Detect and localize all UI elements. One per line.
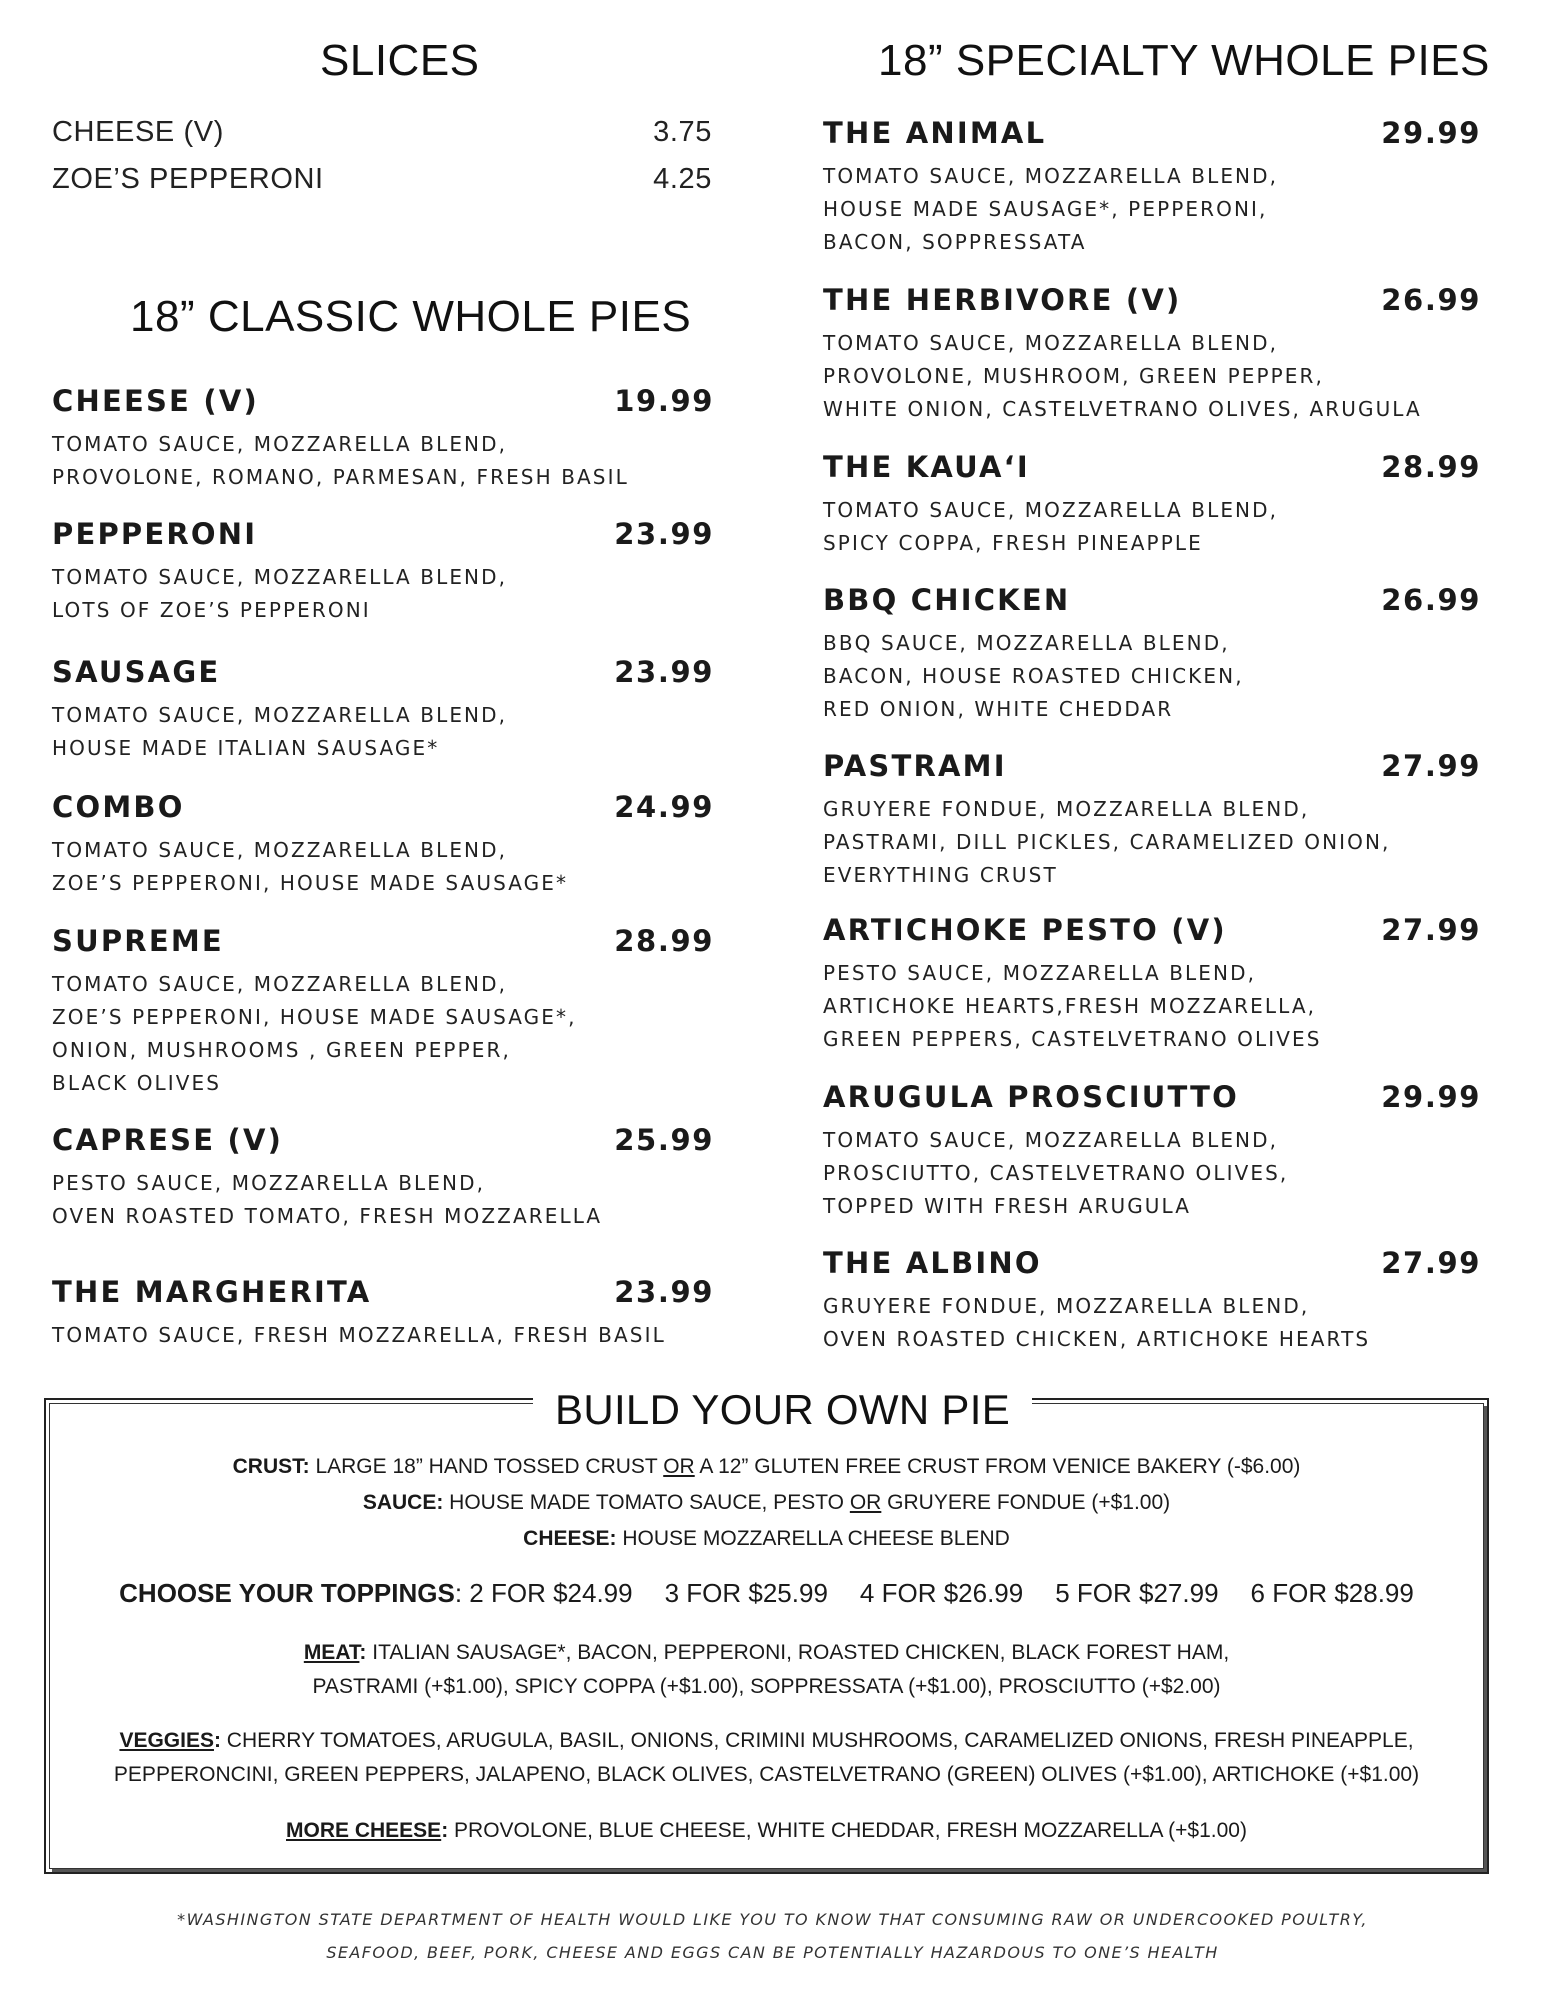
crust-text-pre: LARGE 18” HAND TOSSED CRUST [309, 1455, 664, 1478]
menu-item-price: 28.99 [1381, 450, 1481, 484]
menu-item-description-line: BLACK OLIVES [52, 1071, 222, 1095]
menu-item-header [52, 790, 714, 830]
crust-or: OR [663, 1455, 695, 1478]
menu-item-description-line: GRUYERE FONDUE, MOZZARELLA BLEND, [823, 1294, 1310, 1318]
veggies-text-1: CHERRY TOMATOES, ARUGULA, BASIL, ONIONS, CRIMINI MUSHROOMS, CARAMELIZED ONIONS, FRESH PINEAPPLE, [220, 1729, 1414, 1752]
menu-item [823, 116, 1481, 259]
menu-item [823, 283, 1481, 426]
menu-item-name: CAPRESE (V) [52, 1123, 284, 1157]
menu-item [823, 450, 1481, 560]
menu-item-header [823, 1246, 1481, 1286]
topping-price-option: 2 FOR $24.99 [469, 1578, 633, 1608]
menu-item-price: 19.99 [614, 384, 714, 418]
menu-item-name: THE ANIMAL [823, 116, 1047, 150]
menu-item-description-line: RED ONION, WHITE CHEDDAR [823, 697, 1174, 721]
menu-item-price: 27.99 [1381, 749, 1481, 783]
menu-item-description-line: OVEN ROASTED TOMATO, FRESH MOZZARELLA [52, 1204, 603, 1228]
menu-item-description-line: TOMATO SAUCE, MOZZARELLA BLEND, [52, 432, 508, 456]
menu-item-description-line: SPICY COPPA, FRESH PINEAPPLE [823, 531, 1203, 555]
menu-item-description-line: GRUYERE FONDUE, MOZZARELLA BLEND, [823, 797, 1310, 821]
menu-item-description-line: HOUSE MADE ITALIAN SAUSAGE* [52, 736, 440, 760]
menu-item-header [823, 913, 1481, 953]
menu-item-description [52, 968, 714, 1100]
menu-item [823, 913, 1481, 1056]
menu-item-description [52, 699, 714, 765]
menu-item-header [52, 1275, 714, 1315]
menu-item-description [52, 834, 714, 900]
sauce-text-pre: HOUSE MADE TOMATO SAUCE, PESTO [443, 1491, 850, 1514]
menu-item-description-line: PESTO SAUCE, MOZZARELLA BLEND, [823, 961, 1257, 985]
topping-price-option: 6 FOR $28.99 [1250, 1578, 1414, 1608]
menu-item-name: PASTRAMI [823, 749, 1007, 783]
menu-item-description-line: HOUSE MADE SAUSAGE*, PEPPERONI, [823, 197, 1268, 221]
topping-price-option: 5 FOR $27.99 [1055, 1578, 1219, 1608]
menu-item-price: 26.99 [1381, 283, 1481, 317]
menu-item-name: PEPPERONI [52, 517, 258, 551]
menu-item-description-line: TOMATO SAUCE, MOZZARELLA BLEND, [52, 838, 508, 862]
menu-item [823, 1080, 1481, 1223]
toppings-colon: : [454, 1578, 470, 1608]
menu-item-description-line: PESTO SAUCE, MOZZARELLA BLEND, [52, 1171, 486, 1195]
specialty-pies-title: 18” SPECIALTY WHOLE PIES [878, 36, 1490, 85]
more-cheese-text: PROVOLONE, BLUE CHEESE, WHITE CHEDDAR, FRESH MOZZARELLA (+$1.00) [448, 1819, 1247, 1842]
sauce-label: SAUCE: [362, 1491, 444, 1514]
slice-price: 4.25 [653, 163, 712, 195]
menu-item-header [52, 384, 714, 424]
more-cheese-label: MORE CHEESE [286, 1819, 442, 1842]
menu-item-price: 28.99 [614, 924, 714, 958]
menu-item-description [823, 1290, 1481, 1356]
menu-item-header [823, 749, 1481, 789]
health-footnote-line-2: SEAFOOD, BEEF, PORK, CHEESE AND EGGS CAN BE POTENTIALLY HAZARDOUS TO ONE’S HEALTH [326, 1943, 1219, 1962]
menu-item-description-line: BACON, HOUSE ROASTED CHICKEN, [823, 664, 1244, 688]
menu-item [52, 517, 714, 627]
menu-item-description-line: PROSCIUTTO, CASTELVETRANO OLIVES, [823, 1161, 1289, 1185]
menu-item-name: THE HERBIVORE (V) [823, 283, 1182, 317]
byo-crust-line [49, 1455, 1484, 1479]
menu-item [52, 655, 714, 765]
menu-item-header [52, 1123, 714, 1163]
menu-item-name: ARUGULA PROSCIUTTO [823, 1080, 1239, 1114]
menu-item-header [823, 583, 1481, 623]
slice-name: CHEESE (V) [52, 116, 224, 148]
menu-item-name: SAUSAGE [52, 655, 221, 689]
meat-text-1: ITALIAN SAUSAGE*, BACON, PEPPERONI, ROASTED CHICKEN, BLACK FOREST HAM, [366, 1641, 1230, 1664]
menu-item-description [823, 327, 1481, 426]
menu-item-description-line: OVEN ROASTED CHICKEN, ARTICHOKE HEARTS [823, 1327, 1371, 1351]
menu-item-description-line: LOTS OF ZOE’S PEPPERONI [52, 598, 371, 622]
menu-item-description [52, 561, 714, 627]
menu-item [52, 1275, 714, 1352]
health-footnote-line-1: *WASHINGTON STATE DEPARTMENT OF HEALTH WOULD LIKE YOU TO KNOW THAT CONSUMING RAW OR UNDERCOOKED POULTRY, [177, 1910, 1368, 1929]
byo-toppings-line [49, 1578, 1484, 1609]
menu-item-price: 24.99 [614, 790, 714, 824]
veggies-colon: : [213, 1729, 221, 1752]
menu-item-price: 27.99 [1381, 1246, 1481, 1280]
menu-item [52, 924, 714, 1100]
menu-item-name: SUPREME [52, 924, 224, 958]
menu-item-price: 29.99 [1381, 116, 1481, 150]
sauce-or: OR [849, 1491, 882, 1514]
menu-item-name: ARTICHOKE PESTO (V) [823, 913, 1227, 947]
byo-more-cheese-line [49, 1819, 1484, 1843]
toppings-label: CHOOSE YOUR TOPPINGS [119, 1578, 455, 1608]
menu-item-description-line: TOMATO SAUCE, MOZZARELLA BLEND, [52, 972, 508, 996]
menu-item [823, 1246, 1481, 1356]
menu-item-description-line: BACON, SOPPRESSATA [823, 230, 1087, 254]
menu-item [52, 1123, 714, 1233]
menu-item-description-line: TOMATO SAUCE, FRESH MOZZARELLA, FRESH BASIL [52, 1323, 666, 1347]
menu-item-header [52, 517, 714, 557]
menu-item-description-line: TOPPED WITH FRESH ARUGULA [823, 1194, 1192, 1218]
menu-item-description [823, 494, 1481, 560]
byo-meat-line [49, 1641, 1484, 1665]
menu-item-description-line: GREEN PEPPERS, CASTELVETRANO OLIVES [823, 1027, 1322, 1051]
menu-item-description [823, 627, 1481, 726]
menu-item-description-line: TOMATO SAUCE, MOZZARELLA BLEND, [52, 565, 508, 589]
menu-item-name: CHEESE (V) [52, 384, 259, 418]
menu-item-price: 26.99 [1381, 583, 1481, 617]
cheese-label: CHEESE: [523, 1527, 617, 1550]
meat-label: MEAT [303, 1641, 360, 1664]
menu-item-header [823, 116, 1481, 156]
cheese-text: HOUSE MOZZARELLA CHEESE BLEND [616, 1527, 1010, 1550]
menu-item-header [823, 1080, 1481, 1120]
menu-item-description-line: PASTRAMI, DILL PICKLES, CARAMELIZED ONION, [823, 830, 1391, 854]
menu-item-description-line: PROVOLONE, MUSHROOM, GREEN PEPPER, [823, 364, 1324, 388]
menu-item-price: 23.99 [614, 1275, 714, 1309]
menu-item-price: 27.99 [1381, 913, 1481, 947]
menu-item-description-line: ZOE’S PEPPERONI, HOUSE MADE SAUSAGE* [52, 871, 569, 895]
menu-item [823, 583, 1481, 726]
menu-item-header [823, 283, 1481, 323]
menu-item-description-line: TOMATO SAUCE, MOZZARELLA BLEND, [823, 1128, 1279, 1152]
crust-label: CRUST: [232, 1455, 310, 1478]
menu-item-name: COMBO [52, 790, 185, 824]
menu-item-name: THE MARGHERITA [52, 1275, 372, 1309]
menu-item-header [823, 450, 1481, 490]
menu-item [52, 384, 714, 494]
byo-sauce-line [49, 1491, 1484, 1515]
menu-item-description [52, 428, 714, 494]
menu-item-name: THE KAUA‘I [823, 450, 1030, 484]
byo-veggies-line [49, 1729, 1484, 1753]
classic-pies-title: 18” CLASSIC WHOLE PIES [130, 292, 692, 341]
menu-item-description-line: TOMATO SAUCE, MOZZARELLA BLEND, [823, 498, 1279, 522]
menu-item-description-line: TOMATO SAUCE, MOZZARELLA BLEND, [823, 164, 1279, 188]
menu-item-price: 29.99 [1381, 1080, 1481, 1114]
menu-item-header [52, 924, 714, 964]
menu-item-description-line: ARTICHOKE HEARTS,FRESH MOZZARELLA, [823, 994, 1317, 1018]
menu-item-description [823, 160, 1481, 259]
menu-item-description [52, 1319, 714, 1352]
byo-meat-line-2: PASTRAMI (+$1.00), SPICY COPPA (+$1.00), SOPPRESSATA (+$1.00), PROSCIUTTO (+$2.00) [312, 1675, 1221, 1698]
slice-price: 3.75 [653, 116, 712, 148]
byo-cheese-line [49, 1527, 1484, 1551]
menu-item-price: 25.99 [614, 1123, 714, 1157]
menu-item-description [52, 1167, 714, 1233]
menu-item [52, 790, 714, 900]
menu-item-description-line: TOMATO SAUCE, MOZZARELLA BLEND, [823, 331, 1279, 355]
menu-item-description-line: WHITE ONION, CASTELVETRANO OLIVES, ARUGULA [823, 397, 1422, 421]
crust-text-post: A 12” GLUTEN FREE CRUST FROM VENICE BAKERY (-$6.00) [694, 1455, 1301, 1478]
menu-item-description-line: TOMATO SAUCE, MOZZARELLA BLEND, [52, 703, 508, 727]
menu-item-price: 23.99 [614, 517, 714, 551]
topping-price-option: 4 FOR $26.99 [859, 1578, 1024, 1608]
menu-item-description-line: EVERYTHING CRUST [823, 863, 1058, 887]
menu-item-description [823, 1124, 1481, 1223]
byo-veggies-line-2: PEPPERONCINI, GREEN PEPPERS, JALAPENO, BLACK OLIVES, CASTELVETRANO (GREEN) OLIVES (+$1.00), ARTICHOKE (+$1.00) [113, 1763, 1420, 1786]
menu-item [823, 749, 1481, 892]
menu-item-name: BBQ CHICKEN [823, 583, 1071, 617]
menu-item-description [823, 957, 1481, 1056]
menu-item-description-line: PROVOLONE, ROMANO, PARMESAN, FRESH BASIL [52, 465, 629, 489]
more-cheese-colon: : [441, 1819, 449, 1842]
veggies-label: VEGGIES [119, 1729, 214, 1752]
meat-colon: : [359, 1641, 367, 1664]
slices-title: SLICES [320, 36, 480, 85]
menu-item-description-line: ZOE’S PEPPERONI, HOUSE MADE SAUSAGE*, [52, 1005, 577, 1029]
menu-item-header [52, 655, 714, 695]
menu-item-description-line: BBQ SAUCE, MOZZARELLA BLEND, [823, 631, 1230, 655]
menu-item-name: THE ALBINO [823, 1246, 1042, 1280]
menu-item-description-line: ONION, MUSHROOMS , GREEN PEPPER, [52, 1038, 511, 1062]
topping-price-option: 3 FOR $25.99 [664, 1578, 828, 1608]
menu-item-price: 23.99 [614, 655, 714, 689]
slice-name: ZOE’S PEPPERONI [52, 163, 324, 195]
sauce-text-post: GRUYERE FONDUE (+$1.00) [881, 1491, 1171, 1514]
menu-item-description [823, 793, 1481, 892]
build-your-own-title: BUILD YOUR OWN PIE [533, 1386, 1032, 1434]
